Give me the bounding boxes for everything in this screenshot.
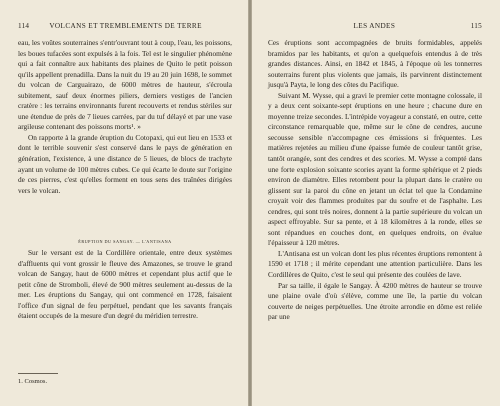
left-running-title: VOLCANS ET TREMBLEMENTS DE TERRE	[49, 22, 202, 30]
footnote: 1. Cosmos.	[18, 378, 48, 385]
left-page	[0, 0, 248, 406]
left-body-top	[18, 38, 232, 196]
right-page	[252, 0, 500, 406]
paragraph: On rapporte à la grande éruption du Cotopaxi, qui eut lieu en 1533 et dont le terrible souvenir s'est conservé dans le pays de génération en génération, l'existence, à une distance de 5 lieues, de blocs de trachyte ayant un volume de 100 mètres cubes. Ce qui écarte le doute sur l'origine de ces pierres, c'est qu'elles forment en tous sens des traînées dirigées vers le volcan.	[18, 132, 232, 195]
paragraph: L'Antisana est un volcan dont les plus récentes éruptions remontent à 1590 et 1718 ; il mérite cependant une attention particulière. Dans les Cordillères de Quito, c'est le seul qui présente des coulées de lave.	[268, 248, 482, 280]
left-page-number: 114	[18, 22, 30, 30]
left-running-head	[18, 22, 232, 32]
left-body-bottom	[18, 248, 232, 322]
right-body	[268, 38, 482, 323]
figure-caption: ÉRUPTION DU SANGAY. — L'ANTISANA	[78, 239, 172, 245]
paragraph: Par sa taille, il égale le Sangay. À 4200 mètres de hauteur se trouve une plaine ovale d'où s'élève, comme une île, la partie du volcan couverte de neiges perpétuelles. Une étroite arrondie en dôme est reliée par une	[268, 280, 482, 322]
right-running-title: LES ANDES	[353, 22, 396, 30]
figure-caption-block	[18, 202, 232, 244]
footnote-rule	[18, 373, 58, 374]
right-page-number: 115	[470, 22, 482, 30]
paragraph: Suivant M. Wysse, qui a gravi le premier cette montagne colossale, il y a deux cent soixante-sept éruptions en une heure ; chacune dure en moyenne treize secondes. L'intrépide voyageur a constaté, en outre, cette circonstance remarquable que, même sur le cône de cendres, aucune secousse sensible n'accompagne ces émissions si fréquentes. Les matières rejetées au milieu d'une épaisse fumée de couleur tantôt grise, tantôt orangée, sont des cendres et des scories. M. Wysse a compté dans une forte explosion soixante scories ayant la forme sphérique et 2 pieds environ de diamètre. Elles retombent pour la plupart dans le cratère ou glissent sur la paroi du cône en jetant un éclat tel que la Condamine croyait voir des flammes produites par du soufre et de l'asphalte. Les cendres, qui sont très noires, donnent à la partie supérieure du volcan un aspect effroyable. Sur sa pente, et à 18 kilomètres à la ronde, elles se sont répandues en couches dont, en quelques endroits, on évalue l'épaisseur à 120 mètres.	[268, 90, 482, 248]
paragraph: Sur le versant est de la Cordillère orientale, entre deux systèmes d'affluents qui vont grossir le fleuve des Amazones, se trouve le grand volcan de Sangay, haut de 6000 mètres et cependant plus actif que le petit cône de Stromboli, élevé de 900 mètres seulement au-dessus de la mer. Les éruptions du Sangay, qui ont commencé en 1728, faisaient l'office d'un signal de feu perpétuel, pendant que les savants français étaient occupés de la mesure d'un degré du méridien terrestre.	[18, 248, 232, 321]
right-running-head	[268, 22, 482, 32]
paragraph: Ces éruptions sont accompagnées de bruits formidables, appelés bramidos par les habitants, et qu'on a quelquefois entendus à de très grandes distances. Ainsi, en 1842 et 1845, à l'époque où les tonnerres souterrains furent plus violents que jamais, ils parvinrent distinctement jusqu'à Payta, le long des côtes du Pacifique.	[268, 38, 482, 90]
paragraph: eau, les voûtes souterraines s'entr'ouvrant tout à coup, l'eau, les poissons, les boues tufacées sont expulsés à la fois. Tel est le singulier phénomène qui a fait connaître aux habitants des plaines de Quito le petit poisson qu'ils appellent prenadilla. Dans la nuit du 19 au 20 juin 1698, le sommet du volcan de Carguairazo, de 6000 mètres de hauteur, s'écroula subitement, sauf deux énormes piliers, derniers vestiges de l'ancien cratère : les terrains environnants furent recouverts et rendus stériles sur une étendue de près de 7 lieues carrées, par du tuf délayé et par une vase argileuse contenant des poissons morts¹. »	[18, 38, 232, 132]
